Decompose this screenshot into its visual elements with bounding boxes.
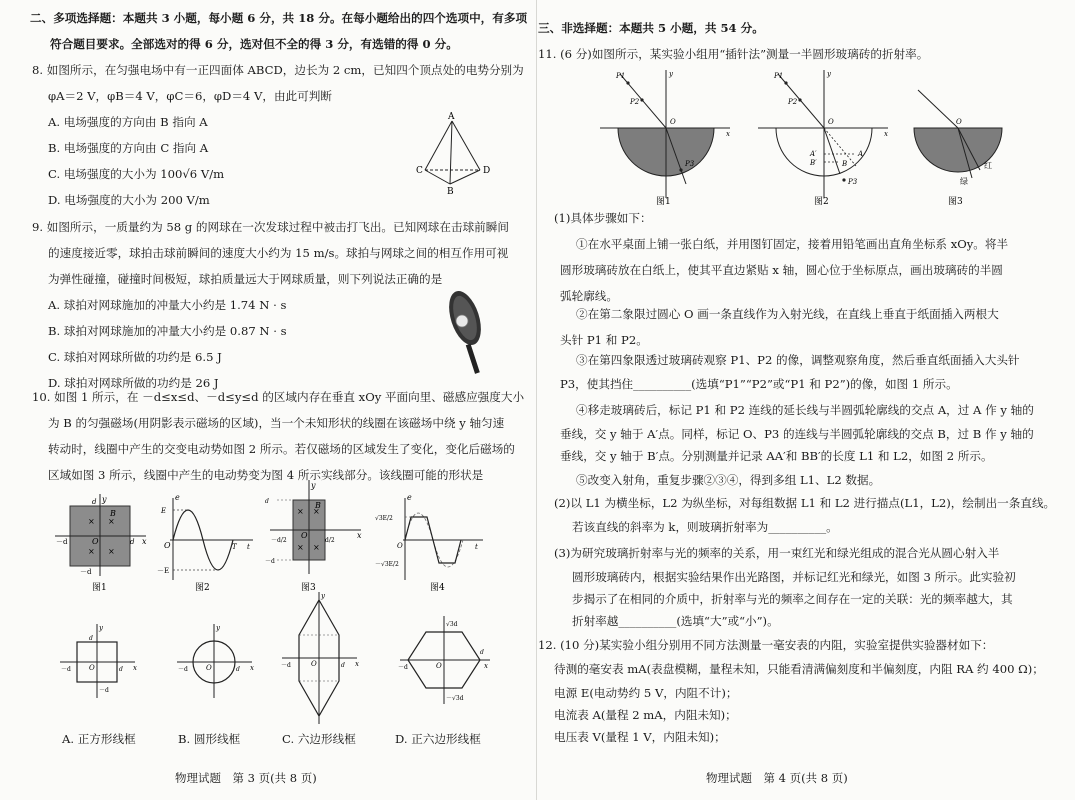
- label-o: O: [164, 541, 171, 550]
- label-y: y: [669, 70, 673, 78]
- label-b: B: [110, 509, 116, 518]
- q11-step2-line2: 头针 P1 和 P2。: [560, 333, 648, 347]
- q8-option-c: C. 电场强度的大小为 100√6 V/m: [48, 167, 225, 181]
- label-neg-d: －d: [265, 558, 275, 565]
- label-y: y: [321, 592, 325, 600]
- q12-item-4: 电压表 V(量程 1 V，内阻未知)；: [554, 730, 726, 744]
- q10-figure-3: [265, 478, 370, 592]
- tetra-label-c: C: [416, 166, 423, 176]
- label-neg-d: －d: [99, 687, 109, 694]
- label-t: t: [475, 543, 478, 551]
- label-x: x: [484, 662, 488, 670]
- label-d: d: [236, 666, 240, 673]
- q11-step1-line3: 弧轮廓线。: [560, 289, 618, 303]
- q11-step5: ⑤改变入射角，重复步骤②③④，得到多组 L1、L2 数据。: [576, 473, 881, 487]
- label-y: y: [827, 70, 831, 78]
- label-o: O: [436, 662, 442, 670]
- q11-step4-line3: 垂线，交 y 轴于 B′点。分别测量并记录 AA′和 BB′的长度 L1 和 L2，如图 2 所示。: [560, 449, 993, 463]
- option-d-regular-hexagon-figure: [398, 614, 493, 706]
- cross-mark: ×: [313, 507, 320, 516]
- label-o: O: [956, 118, 962, 126]
- q12-item-3: 电流表 A(量程 2 mA，内阻未知)；: [554, 708, 737, 722]
- q11-fig1-caption: 图1: [656, 197, 671, 207]
- q10-stem-2: 为 B 的匀强磁场(用阴影表示磁场的区域)，当一个未知形状的线圈在该磁场中绕 y 轴匀速: [48, 416, 505, 430]
- q11-figure-2: [756, 66, 891, 206]
- q11-step4-line1: ④移走玻璃砖后，标记 P1 和 P2 连线的延长线与半圆弧轮廓线的交点 A，过 A 作 y 轴的: [576, 403, 1034, 417]
- label-root3-e-half: √3E/2: [375, 515, 393, 522]
- label-o: O: [89, 664, 95, 672]
- q11-stem: 11. (6 分)如图所示，某实验小组用“插针法”测量一半圆形玻璃砖的折射率。: [538, 47, 929, 61]
- q10-fig4-caption: 图4: [430, 583, 445, 593]
- label-p2: P2: [630, 98, 640, 106]
- label-root3-d: √3d: [446, 621, 458, 628]
- q10-fig1-caption: 图1: [92, 583, 107, 593]
- q11-part2-line2: 若该直线的斜率为 k，则玻璃折射率为__________。: [572, 520, 838, 534]
- cross-mark: ×: [297, 543, 304, 552]
- q11-step3-line1: ③在第四象限透过玻璃砖观察 P1、P2 的像，调整观察角度，然后垂直纸面插入大头针: [576, 353, 1020, 367]
- cross-mark: ×: [108, 547, 115, 556]
- label-p3: P3: [685, 160, 695, 168]
- q10-fig2-caption: 图2: [195, 583, 210, 593]
- q10-figure-4: [375, 492, 485, 592]
- label-a: A: [858, 150, 864, 158]
- label-y: y: [102, 495, 107, 504]
- label-t: t: [247, 543, 250, 551]
- q11-step2-line1: ②在第二象限过圆心 O 画一条直线作为入射光线，在直线上垂直于纸面插入两根大: [576, 307, 999, 321]
- label-o: O: [301, 531, 308, 540]
- label-neg-d: －d: [281, 662, 291, 669]
- label-neg-d: －d: [178, 666, 188, 673]
- label-p3: P3: [848, 178, 858, 186]
- label-e: e: [175, 493, 180, 502]
- cross-mark: ×: [313, 543, 320, 552]
- label-x: x: [884, 130, 888, 138]
- q11-figure-3: [906, 66, 1016, 206]
- page-4-footer: 物理试题 第 4 页(共 8 页): [706, 771, 848, 785]
- q8-stem-2: φA＝2 V，φB＝4 V，φC＝6，φD＝4 V，由此可判断: [48, 89, 332, 103]
- option-b-circle-figure: [172, 620, 257, 700]
- q10-fig3-caption: 图3: [301, 583, 316, 593]
- label-x: x: [250, 664, 254, 672]
- cross-mark: ×: [297, 507, 304, 516]
- q9-option-d: D. 球拍对网球所做的功约是 26 J: [48, 376, 219, 390]
- cross-mark: ×: [88, 517, 95, 526]
- q12-item-1: 待测的毫安表 mA(表盘模糊，量程未知，只能看清满偏刻度和半偏刻度，内阻 RA 约 400 Ω)；: [554, 662, 1044, 676]
- label-y: y: [99, 624, 103, 632]
- label-neg-e: －E: [157, 567, 170, 575]
- q9-stem-2: 的速度接近零，球拍击球前瞬间的速度大小约为 15 m/s。球拍与网球之间的相互作用可视: [48, 246, 509, 260]
- cross-mark: ×: [108, 517, 115, 526]
- cross-mark: ×: [88, 547, 95, 556]
- tetra-label-b: B: [447, 187, 454, 197]
- label-o: O: [397, 542, 403, 550]
- section2-title-cont: 符合题目要求。全部选对的得 6 分，选对但不全的得 3 分，有选错的得 0 分。: [50, 37, 458, 51]
- label-d: d: [265, 498, 269, 505]
- label-e-max: E: [161, 507, 167, 515]
- q9-stem-3: 为弹性碰撞，碰撞时间极短，球拍质量远大于网球质量，则下列说法正确的是: [48, 272, 443, 286]
- q8-option-b: B. 电场强度的方向由 C 指向 A: [48, 141, 209, 155]
- q10-stem-4: 区域如图 3 所示，线圈中产生的电动势变为图 4 所示实线部分。该线圈可能的形状是: [48, 468, 484, 482]
- label-neg-root3-d: －√3d: [446, 695, 464, 702]
- label-d: d: [119, 666, 123, 673]
- label-t-period: T: [232, 543, 237, 551]
- q8-stem-1: 8. 如图所示，在匀强电场中有一正四面体 ABCD，边长为 2 cm，已知四个顶点处的电势分别为: [32, 63, 524, 77]
- label-e: e: [407, 493, 412, 502]
- option-c-hexagon-figure: [277, 590, 362, 725]
- label-neg-d: －d: [80, 568, 92, 576]
- q10-stem-1: 10. 如图 1 所示，在 －d≤x≤d、－d≤y≤d 的区域内存在垂直 xOy 平面向里、磁感应强度大小: [32, 390, 525, 404]
- q11-part3-line1: (3)为研究玻璃折射率与光的频率的关系，用一束红光和绿光组成的混合光从圆心射入半: [554, 546, 1000, 560]
- label-neg-d: －d: [56, 538, 68, 546]
- label-d: d: [341, 662, 345, 669]
- q12-stem: 12. (10 分)某实验小组分别用不同方法测量一毫安表的内阻，实验室提供实验器材如下：: [538, 638, 994, 652]
- q9-option-c: C. 球拍对网球所做的功约是 6.5 J: [48, 350, 222, 364]
- q8-option-a: A. 电场强度的方向由 B 指向 A: [48, 115, 208, 129]
- label-neg-root3-e-half: －√3E/2: [375, 561, 399, 568]
- q9-option-a: A. 球拍对网球施加的冲量大小约是 1.74 N · s: [48, 298, 287, 312]
- q11-fig3-caption: 图3: [948, 197, 963, 207]
- q10-option-c: C. 六边形线框: [282, 732, 356, 746]
- q12-item-2: 电源 E(电动势约 5 V，内阻不计)；: [554, 686, 738, 700]
- q9-stem-1: 9. 如图所示，一质量约为 58 g 的网球在一次发球过程中被击打飞出。已知网球在击球前瞬间: [32, 220, 509, 234]
- q11-part3-line4: 折射率越__________(选填“大”或“小”)。: [572, 614, 779, 628]
- tetra-label-a: A: [448, 112, 455, 122]
- label-b-prime: B′: [810, 159, 817, 167]
- label-b: B: [315, 501, 321, 510]
- label-x: x: [355, 660, 359, 668]
- label-p1: P1: [774, 72, 784, 80]
- q11-step1-line2: 圆形玻璃砖放在白纸上，使其平直边紧贴 x 轴，圆心位于坐标原点，画出玻璃砖的半圆: [560, 263, 1003, 277]
- label-x: x: [133, 664, 137, 672]
- q11-step1-line1: ①在水平桌面上铺一张白纸，并用图钉固定，接着用铅笔画出直角坐标系 xOy。将半: [576, 237, 1009, 251]
- page-4: [538, 0, 1075, 800]
- q10-stem-3: 转动时，线圈中产生的交变电动势如图 2 所示。若仅磁场的区域发生了变化，变化后磁场的: [48, 442, 515, 456]
- label-d: d: [480, 649, 484, 656]
- q9-option-b: B. 球拍对网球施加的冲量大小约是 0.87 N · s: [48, 324, 287, 338]
- q10-option-a: A. 正方形线框: [62, 732, 136, 746]
- label-p2: P2: [788, 98, 798, 106]
- q10-figure-1: [50, 492, 150, 592]
- label-o: O: [92, 537, 99, 546]
- tennis-racket-image: [440, 288, 490, 378]
- label-red: 红: [984, 161, 992, 170]
- q11-step4-line2: 垂线，交 y 轴于 A′点。同样，标记 O、P3 的连线与半圆弧轮廓线的交点 B，过 B 作 y 轴的: [560, 427, 1034, 441]
- label-half-d: d/2: [325, 537, 335, 544]
- label-y: y: [216, 624, 220, 632]
- q11-step-head: (1)具体步骤如下：: [554, 211, 652, 225]
- label-neg-d: －d: [61, 666, 71, 673]
- label-o: O: [828, 118, 834, 126]
- label-p1: P1: [616, 72, 626, 80]
- q11-part3-line2: 圆形玻璃砖内，根据实验结果作出光路图，并标记红光和绿光，如图 3 所示。此实验初: [572, 570, 1016, 584]
- q11-fig2-caption: 图2: [814, 197, 829, 207]
- label-d: d: [89, 635, 93, 642]
- tetrahedron-figure: [415, 112, 495, 197]
- q11-step3-line2: P3，使其挡住__________(选填“P1”“P2”或“P1 和 P2”)的像，如图 1 所示。: [560, 377, 958, 391]
- q8-option-d: D. 电场强度的大小为 200 V/m: [48, 193, 210, 207]
- page-3-footer: 物理试题 第 3 页(共 8 页): [175, 771, 317, 785]
- option-a-square-figure: [55, 620, 140, 700]
- label-neg-d: －d: [398, 664, 408, 671]
- label-x: x: [142, 537, 147, 546]
- label-o: O: [206, 664, 212, 672]
- q10-figure-2: [155, 492, 255, 592]
- q11-part2-line1: (2)以 L1 为横坐标，L2 为纵坐标，对每组数据 L1 和 L2 进行描点(L1，L2)，绘制出一条直线。: [554, 496, 1056, 510]
- label-b: B: [842, 160, 848, 168]
- label-o: O: [311, 660, 317, 668]
- label-a-prime: A′: [810, 150, 817, 158]
- q11-part3-line3: 步揭示了在相同的介质中，折射率与光的频率之间存在一定的关联：光的频率越大，其: [572, 592, 1013, 606]
- label-y: y: [311, 481, 316, 490]
- section2-title: 二、多项选择题：本题共 3 小题，每小题 6 分，共 18 分。在每小题给出的四个选项中，有多项: [30, 11, 528, 25]
- label-d: d: [92, 498, 97, 506]
- label-x: x: [357, 531, 362, 540]
- section3-title: 三、非选择题：本题共 5 小题，共 54 分。: [538, 21, 764, 35]
- label-d: d: [130, 538, 135, 546]
- tennis-ball-icon: [456, 315, 468, 327]
- label-neg-half-d: －d/2: [271, 537, 287, 544]
- label-green: 绿: [960, 177, 968, 186]
- tetra-label-d: D: [483, 166, 491, 176]
- page-3: [0, 0, 537, 800]
- q11-figure-1: [598, 66, 733, 206]
- q10-option-b: B. 圆形线框: [178, 732, 241, 746]
- label-x: x: [726, 130, 730, 138]
- label-o: O: [670, 118, 676, 126]
- q10-option-d: D. 正六边形线框: [395, 732, 481, 746]
